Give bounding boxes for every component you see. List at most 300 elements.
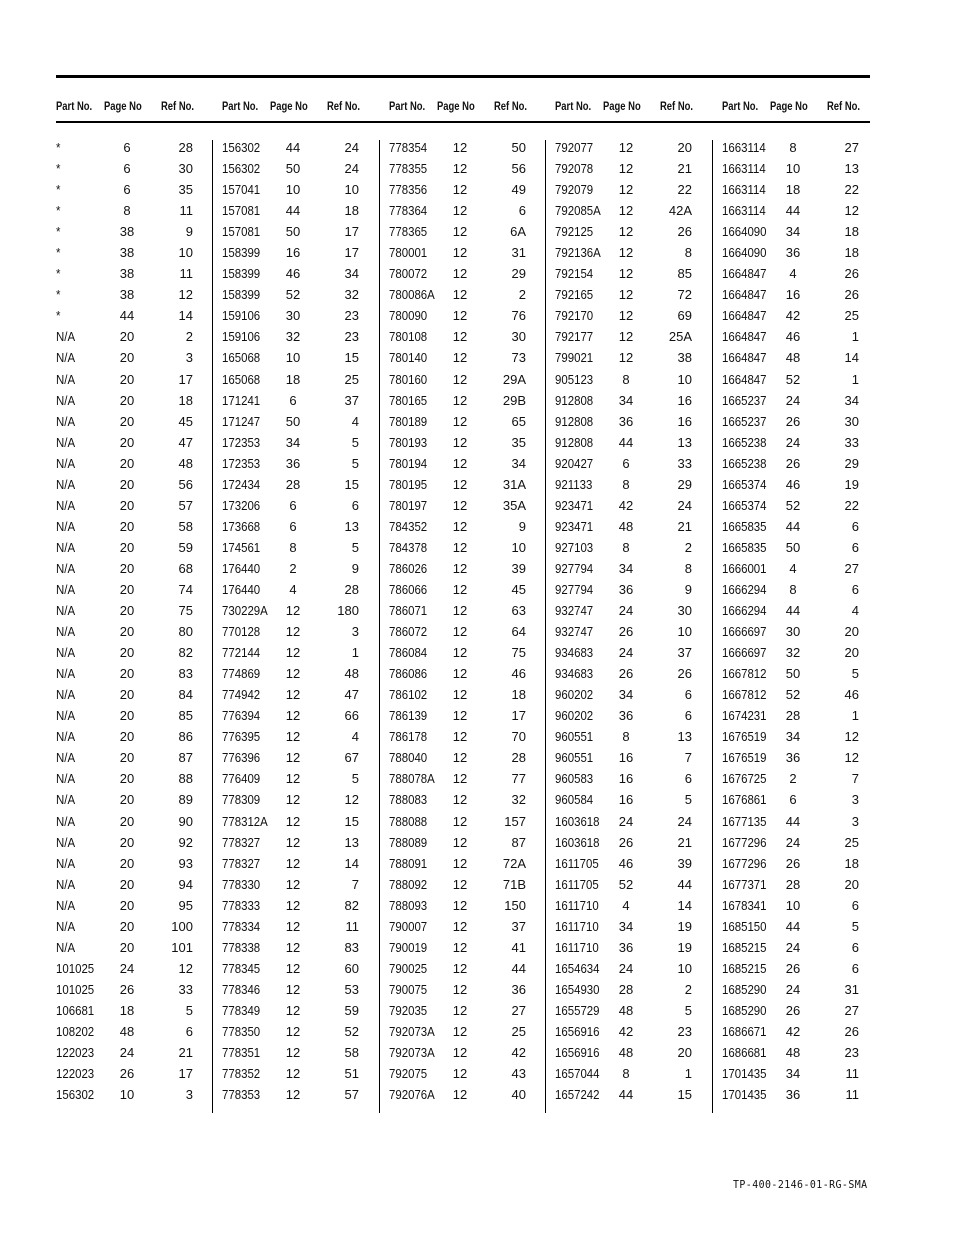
ref-number: 12 [844,750,859,766]
page-number: 8 [622,476,630,492]
page-number: 12 [285,876,301,892]
part-number: * [56,245,61,261]
ref-number: 2 [684,981,692,997]
part-number: 788040 [389,750,428,766]
header-part-no: Part No. [389,101,426,113]
part-number: 1663114 [722,203,766,219]
part-number: 780090 [389,308,428,324]
page-number: 6 [622,455,630,471]
part-number: 1667812 [722,687,767,703]
ref-number: 8 [684,245,692,261]
page-number: 12 [452,434,468,450]
ref-number: 12 [844,729,859,745]
page-number: 20 [119,876,135,892]
page-number: 24 [785,392,801,408]
ref-number: 15 [344,350,359,366]
ref-number: 5 [351,539,359,555]
page-number: 6 [289,518,297,534]
page-number: 36 [785,750,801,766]
part-number: 1678341 [722,897,767,913]
ref-number: 20 [844,645,859,661]
page-number: 48 [618,1002,634,1018]
part-number: 792165 [555,287,594,303]
ref-number: 43 [511,1066,526,1082]
page-number: 10 [119,1087,135,1103]
part-number: N/A [56,939,76,955]
page-number: 4 [789,560,797,576]
ref-number: 27 [844,560,859,576]
part-number: 780086A [389,287,435,303]
ref-number: 4 [351,729,359,745]
page-number: 12 [285,771,301,787]
part-number: 778350 [222,1023,261,1039]
part-number: 1654930 [555,981,600,997]
part-number: 101025 [56,960,95,976]
ref-number: 6 [684,708,692,724]
header-page-no: Page No [270,101,308,113]
part-number: 1666001 [722,560,767,576]
ref-number: 26 [844,287,859,303]
page-number: 8 [789,140,797,155]
page-number: 20 [119,771,135,787]
ref-number: 18 [844,245,859,261]
ref-number: 25A [668,329,692,345]
part-number: N/A [56,539,76,555]
ref-number: 1 [851,329,859,345]
part-number: 792076A [389,1087,435,1103]
ref-number: 6 [851,581,859,597]
part-number: 1677296 [722,855,767,871]
ref-number: 95 [178,897,193,913]
ref-number: 11 [845,1087,859,1103]
page-number: 26 [785,855,801,871]
part-number: 159106 [222,308,261,324]
page-number: 12 [618,329,634,345]
ref-number: 42 [511,1045,526,1061]
part-number: 778355 [389,161,428,177]
part-number: 780194 [389,455,428,471]
page-number: 34 [785,1066,801,1082]
part-number: 1685290 [722,981,767,997]
ref-number: 44 [677,876,692,892]
part-number: N/A [56,560,76,576]
ref-number: 6 [851,897,859,913]
ref-number: 8 [684,560,692,576]
part-number: 778345 [222,960,261,976]
page-number: 44 [618,434,634,450]
part-number: 1611705 [555,855,599,871]
ref-number: 59 [344,1002,359,1018]
ref-number: 76 [511,308,526,324]
header-ref-no: Ref No. [327,101,361,113]
page-number: 4 [622,897,630,913]
part-number: N/A [56,581,76,597]
header-page-no: Page No [437,101,475,113]
page-number: 24 [785,834,801,850]
page-number: 20 [119,371,135,387]
part-number: 790075 [389,981,428,997]
page-number: 20 [119,518,135,534]
ref-number: 6 [851,518,859,534]
column-divider [545,140,546,1113]
column-divider [379,140,380,1113]
ref-number: 24 [677,813,692,829]
page-number: 28 [285,476,301,492]
part-number: * [56,224,61,240]
ref-number: 11 [179,266,193,282]
ref-number: 65 [511,413,526,429]
part-number: N/A [56,666,76,682]
part-number: N/A [56,645,76,661]
part-number: N/A [56,413,76,429]
page-number: 44 [785,813,801,829]
part-number: 1666294 [722,581,767,597]
ref-number: 37 [344,392,359,408]
ref-number: 51 [344,1066,359,1082]
ref-number: 24 [344,140,359,155]
ref-number: 26 [677,224,692,240]
ref-number: 27 [844,140,859,155]
part-number: 792073A [389,1023,435,1039]
ref-number: 30 [844,413,859,429]
part-number: 1667812 [722,666,767,682]
ref-number: 1 [684,1066,692,1082]
header-ref-no: Ref No. [827,101,861,113]
page-number: 44 [785,918,801,934]
ref-number: 46 [511,666,526,682]
page-number: 36 [618,708,634,724]
page-number: 16 [618,750,634,766]
part-number: 778327 [222,855,261,871]
page-number: 26 [618,666,634,682]
part-number: 786178 [389,729,428,745]
page-number: 48 [618,518,634,534]
part-number: 778364 [389,203,428,219]
page-number: 26 [785,455,801,471]
part-number: 1611710 [555,939,599,955]
part-number: 171247 [222,413,261,429]
page-number: 50 [285,161,301,177]
page-number: 12 [452,1002,468,1018]
ref-number: 30 [511,329,526,345]
page-number: 20 [119,792,135,808]
part-number: * [56,203,61,219]
page-number: 12 [452,813,468,829]
page-number: 36 [785,1087,801,1103]
page-number: 20 [119,581,135,597]
part-number: N/A [56,476,76,492]
page-number: 38 [119,287,135,303]
part-number: * [56,140,61,155]
ref-number: 9 [518,518,526,534]
part-number: 1611705 [555,876,599,892]
ref-number: 66 [344,708,359,724]
page-number: 12 [452,876,468,892]
page-number: 12 [452,981,468,997]
page-number: 12 [452,308,468,324]
page-number: 12 [452,1087,468,1103]
part-number: N/A [56,876,76,892]
page-number: 38 [119,245,135,261]
page-number: 12 [452,539,468,555]
page-number: 12 [452,939,468,955]
page-number: 48 [119,1023,135,1039]
ref-number: 32 [511,792,526,808]
ref-number: 24 [344,161,359,177]
part-number: 960551 [555,750,594,766]
page-number: 12 [618,245,634,261]
part-number: 1665835 [722,518,767,534]
page-number: 12 [618,308,634,324]
page-number: 12 [285,666,301,682]
part-number: 776409 [222,771,261,787]
ref-number: 7 [684,750,692,766]
page-number: 12 [618,161,634,177]
part-number: 158399 [222,266,261,282]
ref-number: 28 [511,750,526,766]
ref-number: 15 [344,476,359,492]
ref-number: 3 [851,813,859,829]
part-number: 792035 [389,1002,428,1018]
ref-number: 45 [178,413,193,429]
ref-number: 70 [511,729,526,745]
page-number: 52 [785,497,801,513]
part-number: * [56,266,61,282]
part-number: 778353 [222,1087,261,1103]
part-number: N/A [56,813,76,829]
ref-number: 5 [851,918,859,934]
page-number: 34 [618,918,634,934]
ref-number: 92 [178,834,193,850]
page-number: 20 [119,834,135,850]
part-number: 774942 [222,687,261,703]
page-number: 38 [119,266,135,282]
part-number: N/A [56,708,76,724]
ref-number: 45 [511,581,526,597]
page-number: 26 [785,960,801,976]
ref-number: 33 [844,434,859,450]
part-number: N/A [56,434,76,450]
ref-number: 30 [677,603,692,619]
part-number: 1674231 [722,708,767,724]
ref-number: 58 [344,1045,359,1061]
page-number: 20 [119,750,135,766]
page-number: 8 [123,203,131,219]
ref-number: 33 [677,455,692,471]
page-number: 20 [119,708,135,724]
part-number: 1676519 [722,750,767,766]
part-number: 122023 [56,1066,95,1082]
ref-number: 2 [684,539,692,555]
page-number: 6 [789,792,797,808]
part-number: 799021 [555,350,594,366]
header-page-no: Page No [603,101,641,113]
part-number: 790019 [389,939,428,955]
page-number: 26 [618,624,634,640]
page-number: 44 [785,518,801,534]
part-number: 778354 [389,140,428,155]
part-number: * [56,182,61,198]
ref-number: 48 [344,666,359,682]
ref-number: 12 [844,203,859,219]
ref-number: 87 [511,834,526,850]
page-number: 2 [289,560,297,576]
page-number: 12 [452,960,468,976]
page-number: 16 [785,287,801,303]
ref-number: 3 [851,792,859,808]
ref-number: 15 [344,813,359,829]
part-number: 1657044 [555,1066,600,1082]
part-number: 172434 [222,476,261,492]
part-number: 780197 [389,497,428,513]
page-number: 44 [785,203,801,219]
page-number: 20 [119,645,135,661]
page-number: 12 [452,603,468,619]
ref-number: 100 [171,918,193,934]
page-number: 12 [618,203,634,219]
page-number: 10 [785,161,801,177]
page-number: 12 [452,287,468,303]
header-ref-no: Ref No. [161,101,195,113]
page-number: 12 [285,1023,301,1039]
ref-number: 10 [677,371,692,387]
part-number: 1665374 [722,476,767,492]
page-number: 12 [285,939,301,955]
ref-number: 93 [178,855,193,871]
part-number: 788083 [389,792,428,808]
part-number: 1664847 [722,371,767,387]
part-number: 1676861 [722,792,767,808]
ref-number: 17 [344,224,359,240]
part-number: 932747 [555,624,594,640]
page-number: 46 [785,329,801,345]
ref-number: 67 [344,750,359,766]
page-number: 34 [785,224,801,240]
ref-number: 17 [178,371,193,387]
part-number: 923471 [555,497,594,513]
part-number: 790007 [389,918,428,934]
part-number: 1665374 [722,497,767,513]
ref-number: 29 [844,455,859,471]
page-number: 44 [285,203,301,219]
part-number: N/A [56,897,76,913]
part-number: 1665238 [722,434,767,450]
part-number: N/A [56,918,76,934]
part-number: 788089 [389,834,428,850]
page-number: 12 [285,708,301,724]
part-number: N/A [56,792,76,808]
ref-number: 29A [502,371,526,387]
page-number: 18 [119,1002,135,1018]
page-number: 32 [285,329,301,345]
ref-number: 14 [344,855,359,871]
ref-number: 5 [351,455,359,471]
page-number: 28 [785,708,801,724]
part-number: N/A [56,750,76,766]
ref-number: 53 [344,981,359,997]
part-number: 776394 [222,708,261,724]
ref-number: 13 [677,434,692,450]
header-page-no: Page No [770,101,808,113]
page-number: 12 [452,140,468,155]
part-number: 778365 [389,224,428,240]
page-number: 6 [289,497,297,513]
page-number: 36 [785,245,801,261]
page-number: 28 [618,981,634,997]
ref-number: 87 [178,750,193,766]
page-number: 6 [123,182,131,198]
page-number: 12 [285,834,301,850]
page-number: 12 [285,645,301,661]
part-number: 792125 [555,224,594,240]
part-number: 173206 [222,497,261,513]
header-part-no: Part No. [555,101,592,113]
part-number: 1664090 [722,245,767,261]
page-number: 8 [789,581,797,597]
ref-number: 23 [344,308,359,324]
page-number: 12 [452,455,468,471]
page-number: 46 [785,476,801,492]
ref-number: 14 [844,350,859,366]
page-number: 12 [452,518,468,534]
part-number: 106681 [56,1002,95,1018]
part-number: 1665238 [722,455,767,471]
part-number: 786086 [389,666,428,682]
part-number: 776396 [222,750,261,766]
ref-number: 56 [511,161,526,177]
part-number: N/A [56,392,76,408]
ref-number: 5 [185,1002,193,1018]
part-number: 770128 [222,624,261,640]
ref-number: 38 [677,350,692,366]
page-number: 12 [452,918,468,934]
part-number: N/A [56,603,76,619]
page-number: 12 [452,834,468,850]
ref-number: 10 [677,960,692,976]
ref-number: 34 [511,455,526,471]
part-number: 156302 [56,1087,95,1103]
part-number: 780193 [389,434,428,450]
page-number: 20 [119,329,135,345]
part-number: 921133 [555,476,593,492]
ref-number: 39 [511,560,526,576]
ref-number: 157 [504,813,526,829]
page-number: 12 [618,287,634,303]
ref-number: 6 [518,203,526,219]
part-number: 780108 [389,329,428,345]
part-number: 1665237 [722,413,767,429]
ref-number: 15 [677,1087,692,1103]
part-number: 780189 [389,413,428,429]
part-number: 1665835 [722,539,767,555]
ref-number: 25 [844,308,859,324]
page-number: 10 [285,350,301,366]
page-number: 12 [452,729,468,745]
ref-number: 88 [178,771,193,787]
part-number: 912808 [555,434,594,450]
page-number: 30 [785,624,801,640]
page-number: 20 [119,350,135,366]
ref-number: 180 [337,603,359,619]
header-rule [56,121,870,123]
ref-number: 6 [684,771,692,787]
page-number: 12 [285,855,301,871]
ref-number: 49 [511,182,526,198]
part-number: 792170 [555,308,594,324]
ref-number: 21 [677,161,692,177]
part-number: 171241 [222,392,261,408]
page-number: 26 [119,1066,135,1082]
